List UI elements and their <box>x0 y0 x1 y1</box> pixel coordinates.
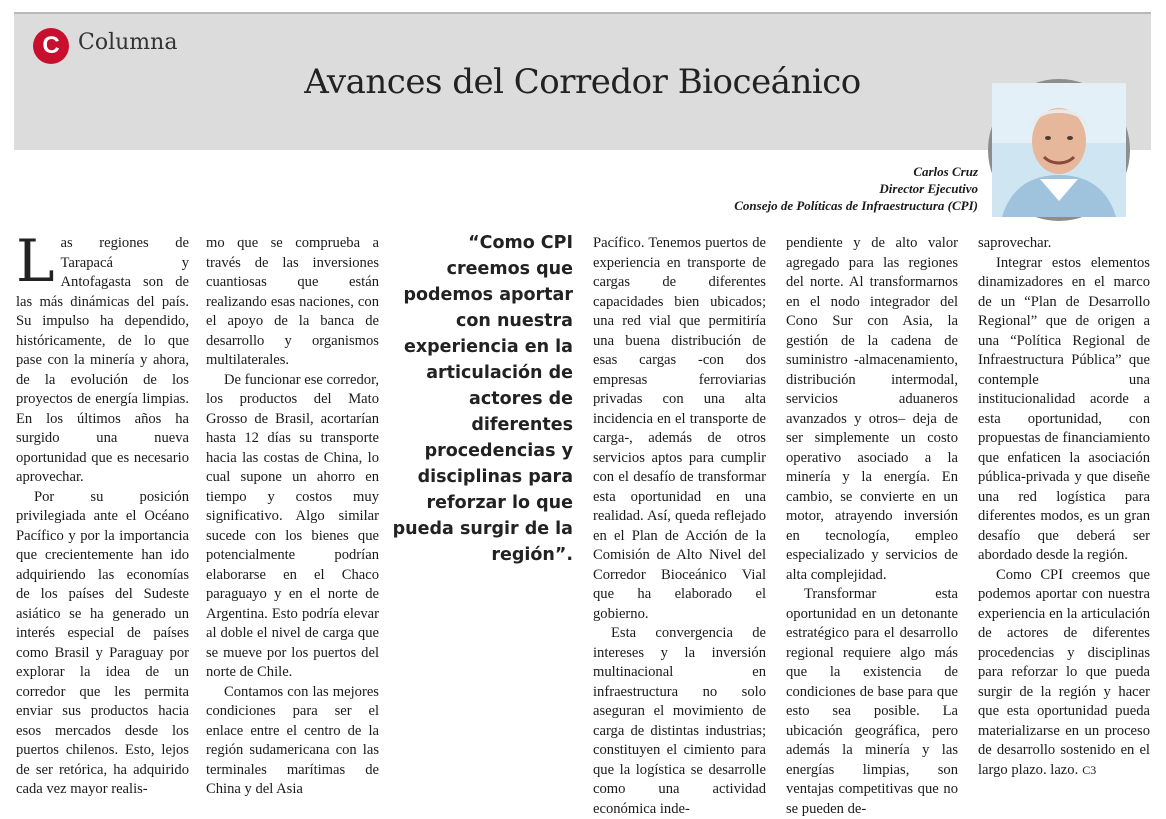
column-3 <box>593 234 766 817</box>
column-1 <box>16 227 189 797</box>
paragraph: Esta convergencia de intereses y la inversión multinacional en infraestructura no solo aseguran el movimiento de carga de distintas industrias; constituyen el cimiento para que la logística se desarrolle como una actividad económica inde- <box>593 625 766 817</box>
author-name: Carlos Cruz <box>913 164 978 179</box>
paragraph <box>16 227 189 488</box>
drop-cap: L <box>16 227 55 295</box>
paragraph: mo que se comprueba a través de las inversiones cuantiosas que están realizando esas naciones, con el apoyo de la banca de desarrollo y organismos multilaterales. <box>206 235 379 368</box>
author-byline <box>734 163 978 214</box>
paragraph: Por su posición privilegiada ante el Océano Pacífico y por la importancia que crecientemente han ido adquiriendo las economías de los países del Sudeste asiático se ha generado un interés especial de países como Brasil y Paraguay por explorar la idea de un corredor que les permita enviar sus productos hacia esos mercados desde los puertos chilenos. Esto, lejos de ser retórica, ha adquirido cada vez mayor realis- <box>16 488 189 797</box>
paragraph: Transformar esta oportunidad en un detonante estratégico para el desarrollo regional requiere algo más que la existencia de condiciones de base para que esto sea posible. La ubicación geográfica, pero además la minería y las energías limpias, son ventajas competitivas que no se pueden de- <box>786 586 958 817</box>
paragraph: Integrar estos elementos dinamizadores en el marco de un “Plan de Desarrollo Regional” que de origen a una “Política Regional de Infraestructura Pública” que contemple una institucionalidad acorde a esta oportunidad, con propuestas de financiamiento que enfaticen la asociación pública-privada y que diseñe una red logística para diferentes modos, es un gran desafío que deberá ser abordado desde la región. <box>978 254 1150 563</box>
paragraph-text: as regiones de Tarapacá y Antofagasta son de las más dinámicas del país. Su impulso ha dependido, históricamente, de lo que pase con la minería y ahora, de la evolución de los proyectos de energía limpias. En los últimos años ha surgido una nueva oportunidad que es necesario aprovechar. <box>16 235 189 485</box>
author-photo <box>988 79 1130 221</box>
author-portrait-icon <box>992 83 1126 217</box>
author-role: Director Ejecutivo <box>879 181 978 196</box>
pull-quote: “Como CPI creemos que podemos aportar con nuestra experiencia en la articulación de actores de diferentes procedencias y disciplinas para reforzar lo que pueda surgir de la región”. <box>392 233 573 565</box>
section-badge: C <box>33 28 69 64</box>
paragraph: pendiente y de alto valor agregado para las regiones del norte. Al transformarnos en el nodo integrador del Cono Sur con Asia, la gestión de la cadena de suministro -almacenamiento, distribución intermodal, servicios aduaneros avanzados y otros– deja de ser simplemente un costo operativo asociado a la minería y la energía. En cambio, se convierte en un motor, atrayendo inversión en tecnología, empleo especializado y servicios de alta complejidad. <box>786 235 958 583</box>
author-organization: Consejo de Políticas de Infraestructura (CPI) <box>734 198 978 213</box>
end-mark: C3 <box>1082 762 1097 777</box>
paragraph-text: Como CPI creemos que podemos aportar con nuestra experiencia en la articulación de actores de diferentes procedencias y disciplinas para reforzar lo que pueda surgir de la región y hacer que esta oportunidad pueda materializarse en un proceso de desarrollo sostenido en el largo plazo. lazo. <box>978 566 1150 778</box>
column-2 <box>206 234 380 797</box>
column-5 <box>978 234 1150 778</box>
paragraph: saprovechar. <box>978 235 1052 251</box>
paragraph: Contamos con las mejores condiciones para ser el enlace entre el centro de la región sudamericana con las terminales marítimas de China y del Asia <box>206 683 379 797</box>
paragraph: Pacífico. Tenemos puertos de experiencia en transporte de cargas de diferentes capacidades bien ubicados; una red vial que permitiría una buena distribución de esas cargas -con dos empresas ferroviarias privadas con una alta incidencia en el transporte de carga-, además de otros servicios aptos para cumplir con el desafío de transformar esta oportunidad en una realidad. Así, queda reflejado en el Plan de Acción de la Comisión de Alto Nivel del Corredor Bioceánico Vial que ha elaborado el gobierno. <box>593 235 766 622</box>
paragraph <box>978 566 1150 781</box>
article-title: Avances del Corredor Bioceánico <box>304 62 861 102</box>
paragraph: De funcionar ese corredor, los productos del Mato Grosso de Brasil, acortarían hasta 12 días su transporte hacia las costas de China, lo cual supone un ahorro en tiempo y costos muy significativo. Algo similar sucede con los bienes que potencialmente podrían elaborarse en el Chaco paraguayo y en el norte de Argentina. Esto podría elevar al doble el nivel de carga que se mueve por los puertos del norte de Chile. <box>206 371 380 680</box>
column-4 <box>786 234 958 817</box>
section-label: Columna <box>78 30 178 55</box>
